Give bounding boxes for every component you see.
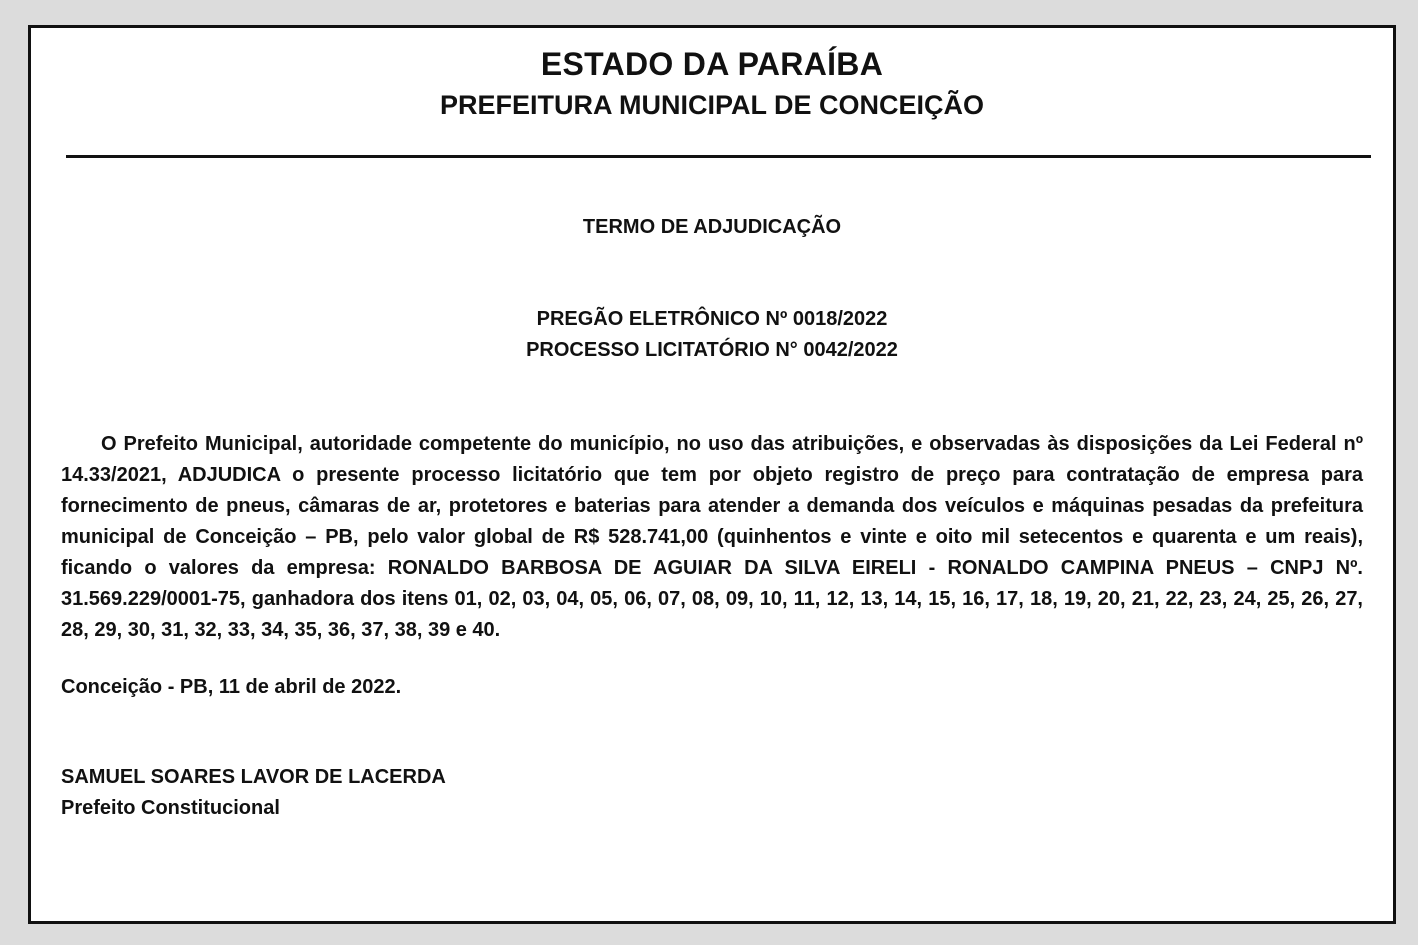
document-title: TERMO DE ADJUDICAÇÃO — [582, 216, 842, 238]
adjudication-body: O Prefeito Municipal, autoridade competente do município, no uso das atribuições, e observadas às disposições da Lei Federal nº 14.33/2021, ADJUDICA o presente processo licitatório que tem por objeto registro de preço para contratação de empresa para fornecimento de pneus, câmaras de ar, protetores e baterias para atender a demanda dos veículos e máquinas pesadas da prefeitura municipal de Conceição – PB, pelo valor global de R$ 528.741,00 (quinhentos e vinte e oito mil setecentos e quarenta e um reais), ficando o valores da empresa: RONALDO BARBOSA DE AGUIAR DA SILVA EIRELI - RONALDO CAMPINA PNEUS – CNPJ Nº. 31.569.229/0001-75, ganhadora dos itens 01, 02, 03, 04, 05, 06, 07, 08, 09, 10, 11, 12, 13, 14, 15, 16, 17, 18, 19, 20, 21, 22, 23, 24, 25, 26, 27, 28, 29, 30, 31, 32, 33, 34, 35, 36, 37, 38, 39 e 40. — [61, 433, 1363, 641]
signer-name: SAMUEL SOARES LAVOR DE LACERDA — [61, 766, 446, 788]
signer-role: Prefeito Constitucional — [61, 797, 280, 819]
state-heading: ESTADO DA PARAÍBA — [540, 46, 884, 82]
processo-number: PROCESSO LICITATÓRIO N° 0042/2022 — [526, 339, 898, 361]
pregao-number: PREGÃO ELETRÔNICO Nº 0018/2022 — [536, 308, 888, 330]
header-divider — [66, 155, 1371, 158]
city-hall-heading: PREFEITURA MUNICIPAL DE CONCEIÇÃO — [439, 90, 985, 120]
place-date: Conceição - PB, 11 de abril de 2022. — [61, 676, 402, 698]
notice-frame — [28, 25, 1396, 924]
